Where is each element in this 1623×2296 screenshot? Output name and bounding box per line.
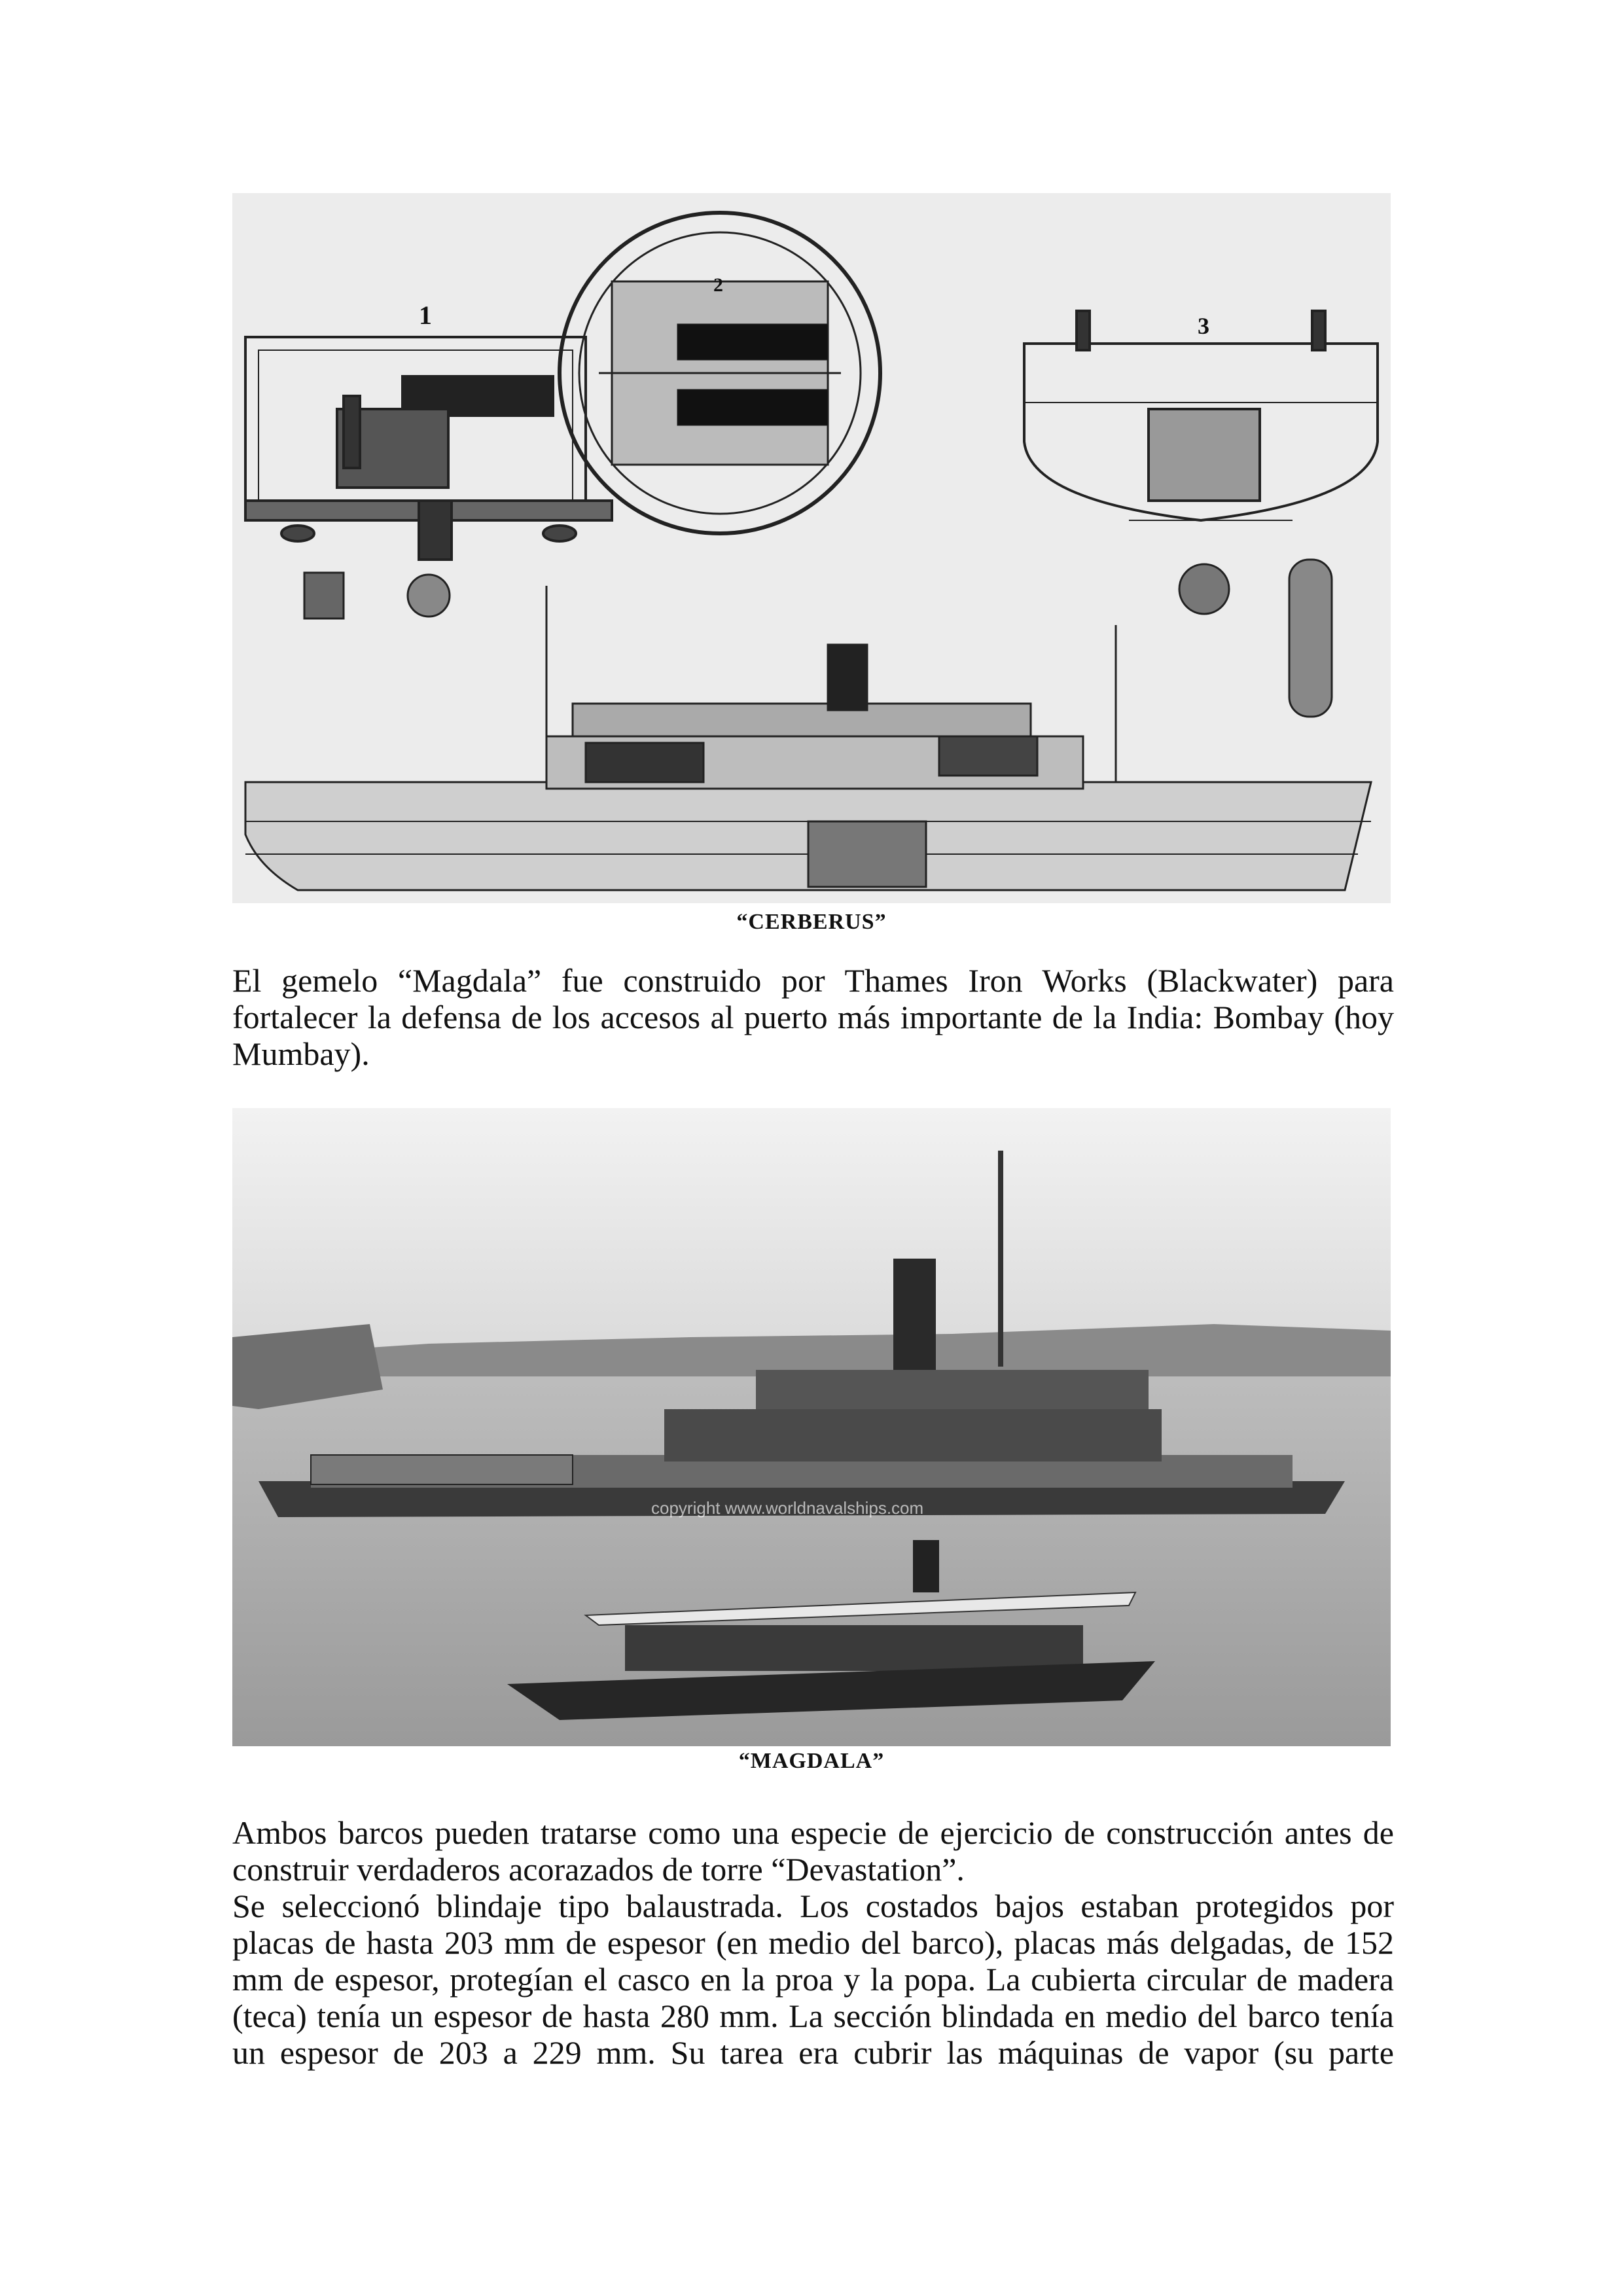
text-line: Mumbay). (232, 1035, 370, 1072)
cerberus-technical-drawing (232, 193, 1391, 903)
cerberus-drawing-svg (232, 193, 1391, 903)
text-line: mm de espesor, protegían el casco en la proa y la popa. La cubierta circular de madera (232, 1961, 1394, 1998)
callout-number-2: 2 (713, 274, 723, 296)
callout-number-3: 3 (1198, 313, 1209, 339)
figure-caption-magdala: “MAGDALA” (738, 1749, 885, 1773)
magdala-photo-svg (232, 1108, 1391, 1746)
paragraph-armor-description (232, 1814, 1394, 2071)
callout-number-1: 1 (419, 300, 432, 330)
text-line: Se seleccionó blindaje tipo balaustrada. Los costados bajos estaban protegidos por (232, 1888, 1394, 1924)
paragraph-magdala-intro (232, 962, 1394, 1072)
text-line: El gemelo “Magdala” fue construido por Thames Iron Works (Blackwater) para (232, 962, 1394, 999)
text-line: construir verdaderos acorazados de torre “Devastation”. (232, 1851, 965, 1888)
text-line: Ambos barcos pueden tratarse como una especie de ejercicio de construcción antes de (232, 1814, 1394, 1851)
text-line: fortalecer la defensa de los accesos al puerto más importante de la India: Bombay (hoy (232, 999, 1394, 1035)
magdala-photograph (232, 1108, 1391, 1746)
text-line: un espesor de 203 a 229 mm. Su tarea era cubrir las máquinas de vapor (su parte (232, 2034, 1394, 2071)
photo-watermark: copyright www.worldnavalships.com (651, 1498, 924, 1518)
text-line: placas de hasta 203 mm de espesor (en medio del barco), placas más delgadas, de 152 (232, 1924, 1394, 1961)
text-line: (teca) tenía un espesor de hasta 280 mm. La sección blindada en medio del barco tenía (232, 1998, 1394, 2034)
figure-caption-cerberus: “CERBERUS” (736, 910, 887, 934)
